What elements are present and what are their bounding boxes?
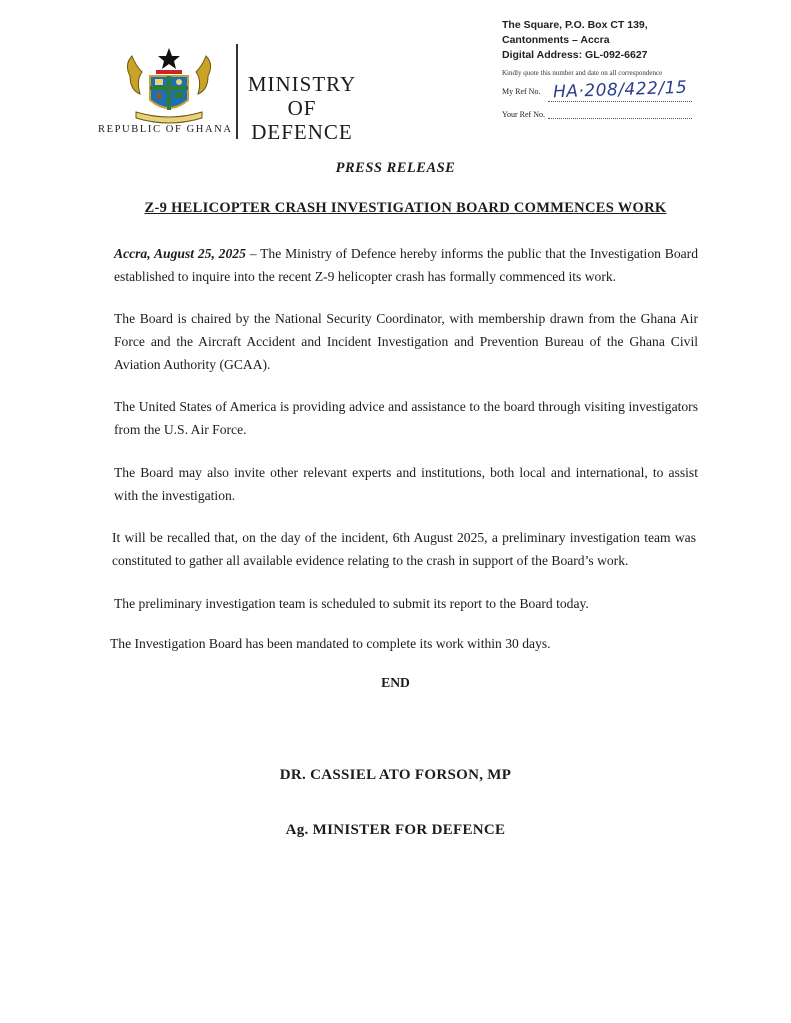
signatory-title: Ag. MINISTER FOR DEFENCE (285, 822, 506, 838)
paragraph-text: – The Ministry of Defence hereby informs the public that the Investigation Board established to inquire into the recent Z-9 helicopter crash has formally commenced its work. (114, 246, 698, 284)
ministry-line: DEFENCE (251, 120, 353, 144)
ministry-line: MINISTRY (247, 72, 357, 96)
paragraph: The Board may also invite other relevant experts and institutions, both local and international, to assist with the investigation. (114, 465, 698, 503)
headline: Z-9 HELICOPTER CRASH INVESTIGATION BOARD COMMENCES WORK (144, 200, 667, 216)
ghana-coat-of-arms-icon (122, 46, 216, 126)
paragraph: The preliminary investigation team is scheduled to submit its report to the Board today. (114, 596, 589, 611)
republic-of-ghana-label: REPUBLIC OF GHANA (98, 124, 233, 135)
ministry-name (244, 72, 360, 144)
paragraph: The United States of America is providing advice and assistance to the board through visiting investigators from the U.S. Air Force. (114, 399, 698, 437)
paragraph: The Investigation Board has been mandated to complete its work within 30 days. (110, 636, 551, 651)
address-line: Cantonments – Accra (502, 34, 610, 46)
my-ref-handwritten-value: HA·208/422/15 (552, 77, 688, 103)
dateline: Accra, August 25, 2025 (114, 246, 246, 261)
paragraph: The Board is chaired by the National Security Coordinator, with membership drawn from the Ghana Air Force and the Aircraft Accident and Incident Investigation and Prevention Bureau of the Ghana Civil Aviation Authority (GCAA). (114, 311, 698, 372)
your-ref-label: Your Ref No. (502, 110, 545, 119)
end-marker: END (381, 675, 410, 690)
reference-instruction: Kindly quote this number and date on all correspondence (502, 69, 663, 77)
signatory-name: DR. CASSIEL ATO FORSON, MP (279, 767, 512, 783)
paragraph (114, 242, 698, 288)
paragraph: It will be recalled that, on the day of the incident, 6th August 2025, a preliminary investigation team was constituted to gather all available evidence relating to the crash in support of the Board’s work. (112, 530, 696, 568)
postal-address (502, 18, 702, 63)
your-ref-line (548, 117, 692, 119)
ministry-line: OF (287, 96, 317, 120)
my-ref-label: My Ref No. (502, 87, 541, 96)
address-line: The Square, P.O. Box CT 139, (502, 19, 648, 31)
address-line: Digital Address: GL-092-6627 (502, 49, 648, 61)
press-release-label: PRESS RELEASE (335, 160, 456, 176)
letterhead-divider (236, 44, 238, 139)
